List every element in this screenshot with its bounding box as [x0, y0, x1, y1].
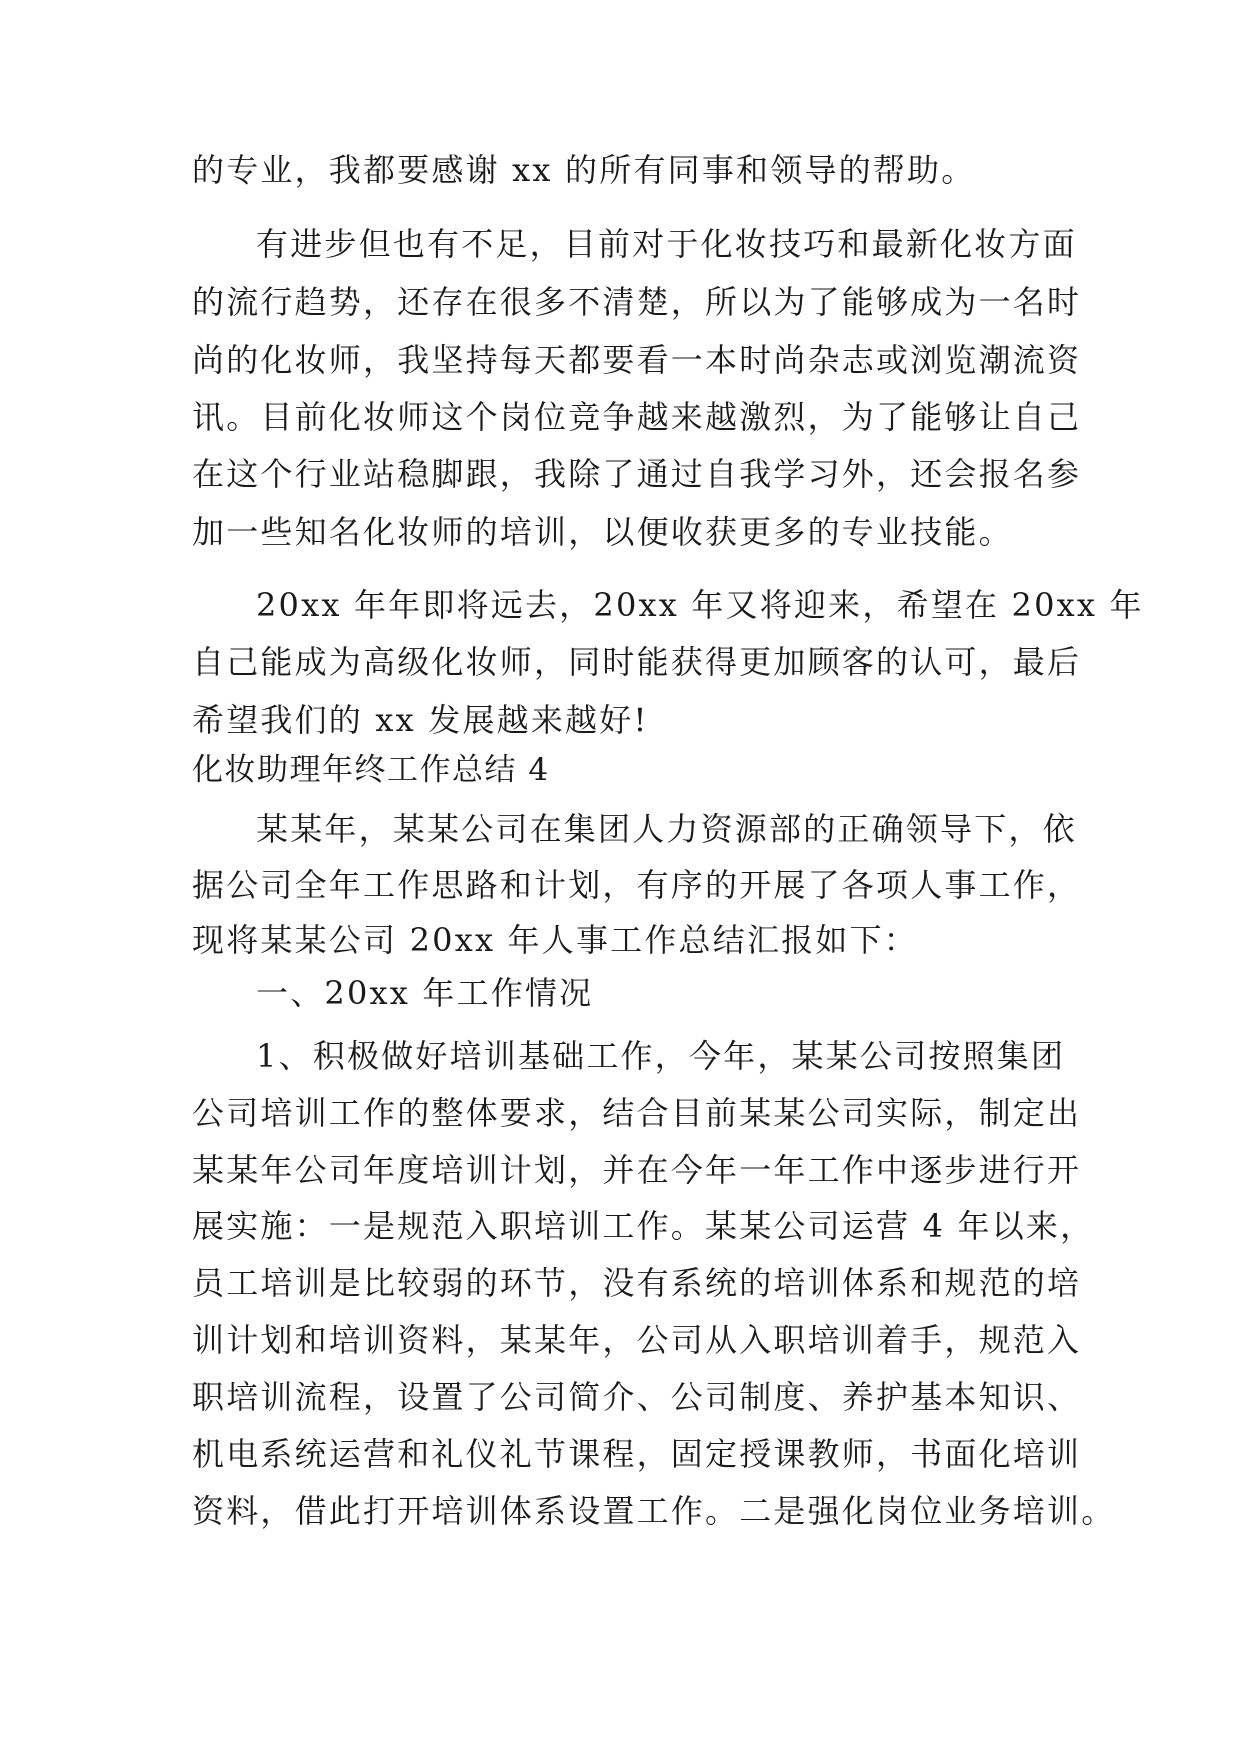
text-line: 机电系统运营和礼仪礼节课程，固定授课教师，书面化培训 [192, 1435, 1082, 1473]
text-line: 加一些知名化妆师的培训，以便收获更多的专业技能。 [192, 513, 1013, 551]
text-line: 某某年公司年度培训计划，并在今年一年工作中逐步进行开 [192, 1151, 1082, 1189]
section-heading: 化妆助理年终工作总结 4 [192, 752, 550, 788]
text-line: 展实施：一是规范入职培训工作。某某公司运营 4 年以来， [192, 1207, 1095, 1245]
text-line: 在这个行业站稳脚跟，我除了通过自我学习外，还会报名参 [192, 455, 1082, 493]
text-line: 训计划和培训资料，某某年，公司从入职培训着手，规范入 [192, 1321, 1082, 1359]
text-line: 据公司全年工作思路和计划，有序的开展了各项人事工作， [192, 866, 1082, 904]
text-line: 公司培训工作的整体要求，结合目前某某公司实际，制定出 [192, 1094, 1082, 1132]
text-line: 现将某某公司 20xx 年人事工作总结汇报如下： [192, 921, 918, 959]
paragraph-start-line: 某某年，某某公司在集团人力资源部的正确领导下，依 [256, 810, 1077, 848]
text-line: 讯。目前化妆师这个岗位竞争越来越激烈，为了能够让自己 [192, 398, 1082, 436]
text-line: 自己能成为高级化妆师，同时能获得更加顾客的认可，最后 [192, 643, 1082, 681]
text-line: 员工培训是比较弱的环节，没有系统的培训体系和规范的培 [192, 1264, 1082, 1302]
paragraph-start-line: 20xx 年年即将远去，20xx 年又将迎来，希望在 20xx 年 [256, 586, 1144, 624]
text-line: 的专业，我都要感谢 xx 的所有同事和领导的帮助。 [192, 151, 976, 189]
text-line: 职培训流程，设置了公司简介、公司制度、养护基本知识、 [192, 1378, 1082, 1416]
text-line: 尚的化妆师，我坚持每天都要看一本时尚杂志或浏览潮流资 [192, 341, 1082, 379]
paragraph-start-line: 有进步但也有不足，目前对于化妆技巧和最新化妆方面 [256, 225, 1077, 263]
text-line: 希望我们的 xx 发展越来越好! [192, 701, 649, 739]
subsection-heading: 一、20xx 年工作情况 [256, 974, 594, 1012]
paragraph-start-line: 1、积极做好培训基础工作，今年，某某公司按照集团 [256, 1037, 1066, 1075]
text-line: 的流行趋势，还存在很多不清楚，所以为了能够成为一名时 [192, 283, 1082, 321]
text-line: 资料，借此打开培训体系设置工作。二是强化岗位业务培训。 [192, 1492, 1116, 1530]
